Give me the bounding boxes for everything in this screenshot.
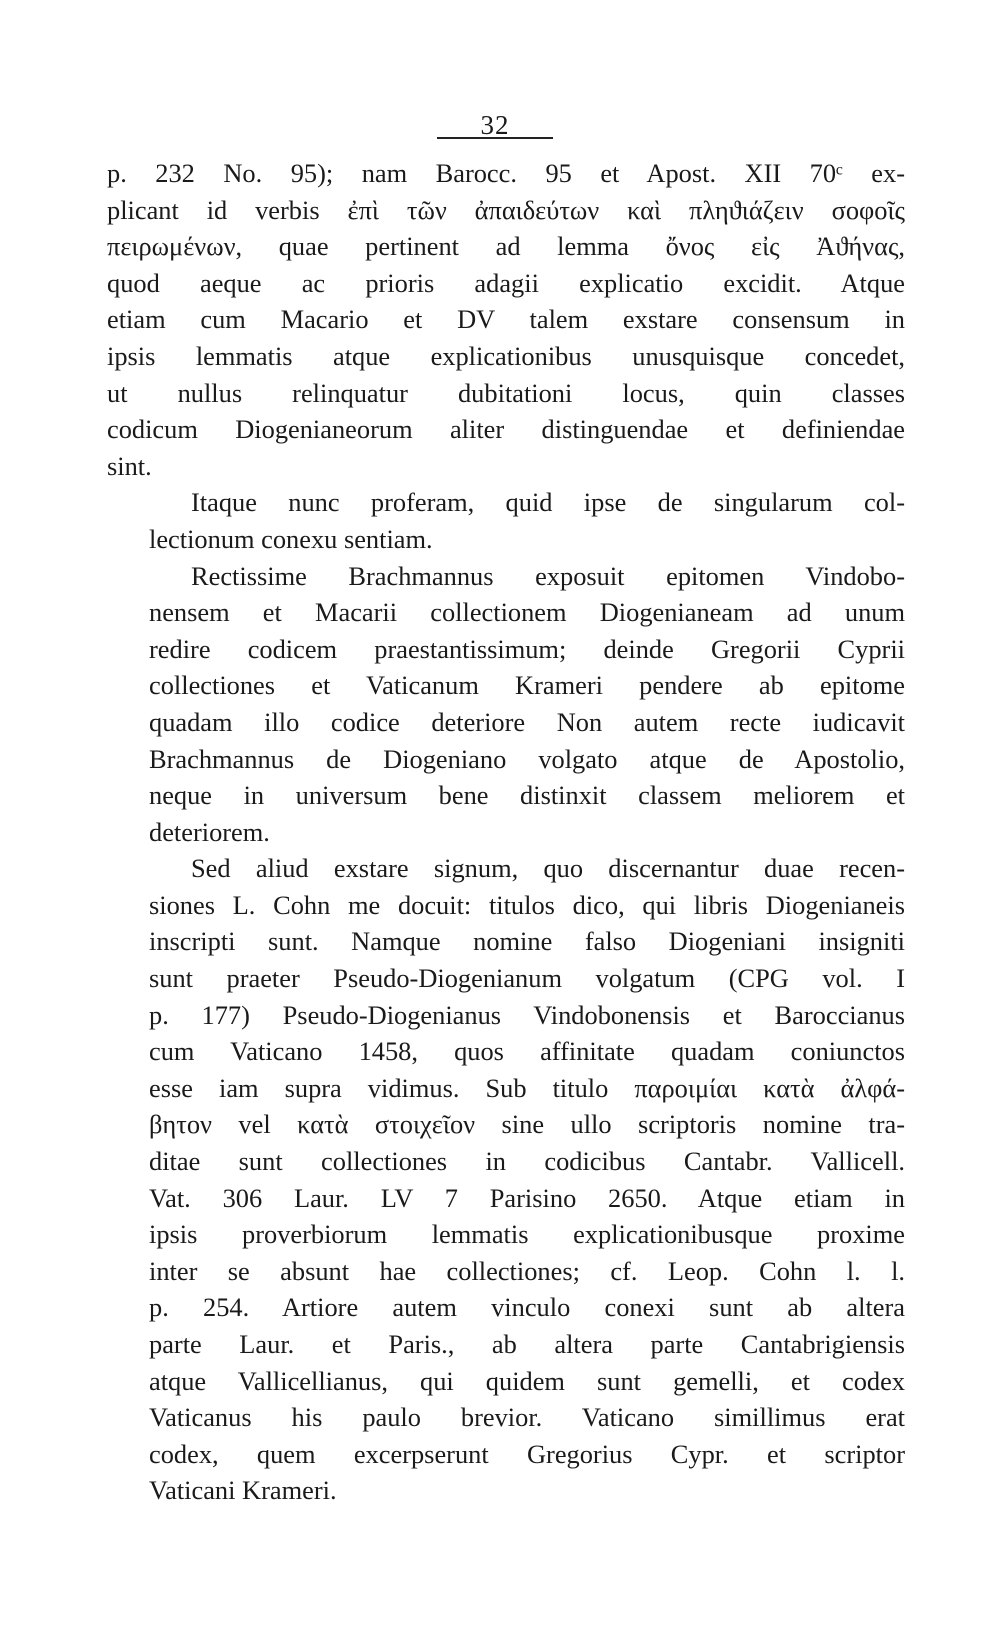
text-line: quadam illo codice deteriore Non autem recte iudicavit <box>149 706 905 737</box>
paragraph <box>107 558 905 851</box>
text-line: p. 177) Pseudo-Diogenianus Vindobonensis et Baroccianus <box>149 999 905 1030</box>
text-line: Vaticanus his paulo brevior. Vaticano simillimus erat <box>149 1402 905 1433</box>
text-line: sunt praeter Pseudo-Diogenianum volgatum (CPG vol. I <box>149 963 905 994</box>
text-line: nensem et Macarii collectionem Diogenianeam ad unum <box>149 597 905 628</box>
header-rule <box>437 137 553 139</box>
text-line: ut nullus relinquatur dubitationi locus, quin classes <box>107 377 905 408</box>
page-number: 32 <box>480 110 510 140</box>
paragraph <box>107 155 905 484</box>
text-line: etiam cum Macario et DV talem exstare consensum in <box>107 304 905 335</box>
text-line: deteriorem. <box>149 816 270 847</box>
text-line: p. 254. Artiore autem vinculo conexi sunt ab altera <box>149 1292 905 1323</box>
text-line: quod aeque ac prioris adagii explicatio excidit. Atque <box>107 267 905 298</box>
text-line: inscripti sunt. Namque nomine falso Diogeniani insigniti <box>149 926 905 957</box>
text-line: plicant id verbis ἐπὶ τῶν ἀπαιδεύτων καὶ πληϑιάζειν σοφοῖς <box>107 194 905 225</box>
body-text <box>107 155 905 1509</box>
text-line: Vaticani Krameri. <box>149 1475 337 1506</box>
text-line: lectionum conexu sentiam. <box>149 523 433 554</box>
text-line: πειρωμένων, quae pertinent ad lemma ὄνος εἰς Ἀϑήνας, <box>107 231 905 262</box>
text-line: siones L. Cohn me docuit: titulos dico, qui libris Diogenianeis <box>149 889 905 920</box>
text-line: βητον vel κατὰ στοιχεῖον sine ullo scriptoris nomine tra- <box>149 1109 905 1140</box>
text-line: Brachmannus de Diogeniano volgato atque de Apostolio, <box>149 743 905 774</box>
text-line: ipsis lemmatis atque explicationibus unusquisque concedet, <box>107 340 905 371</box>
text-line: redire codicem praestantissimum; deinde Gregorii Cyprii <box>149 633 905 664</box>
text-line: parte Laur. et Paris., ab altera parte Cantabrigiensis <box>149 1329 905 1359</box>
paragraph <box>107 850 905 1509</box>
text-line: Sed aliud exstare signum, quo discernantur duae recen- <box>191 853 905 884</box>
text-line: cum Vaticano 1458, quos affinitate quadam coniunctos <box>149 1036 905 1067</box>
text-line: p. 232 No. 95); nam Barocc. 95 et Apost. XII 70ᶜ ex- <box>107 158 905 188</box>
paragraph <box>107 484 905 557</box>
text-line: Vat. 306 Laur. LV 7 Parisino 2650. Atque etiam in <box>149 1182 905 1213</box>
text-line: ipsis proverbiorum lemmatis explicationibusque proxime <box>149 1219 905 1250</box>
text-line: collectiones et Vaticanum Krameri pendere ab epitome <box>149 670 905 701</box>
text-line: sint. <box>107 450 152 481</box>
text-line: Itaque nunc proferam, quid ipse de singularum col- <box>191 487 905 518</box>
text-line: Rectissime Brachmannus exposuit epitomen Vindobo- <box>191 560 905 591</box>
text-line: ditae sunt collectiones in codicibus Cantabr. Vallicell. <box>149 1146 905 1177</box>
text-line: esse iam supra vidimus. Sub titulo παροιμίαι κατὰ ἀλφά- <box>149 1072 905 1103</box>
text-line: atque Vallicellianus, qui quidem sunt gemelli, et codex <box>149 1365 905 1396</box>
page-header <box>438 110 552 140</box>
text-line: inter se absunt hae collectiones; cf. Leop. Cohn l. l. <box>149 1255 905 1286</box>
text-line: codicum Diogenianeorum aliter distinguendae et definiendae <box>107 414 905 445</box>
text-line: neque in universum bene distinxit classem meliorem et <box>149 780 905 811</box>
text-line: codex, quem excerpserunt Gregorius Cypr. et scriptor <box>149 1438 905 1469</box>
